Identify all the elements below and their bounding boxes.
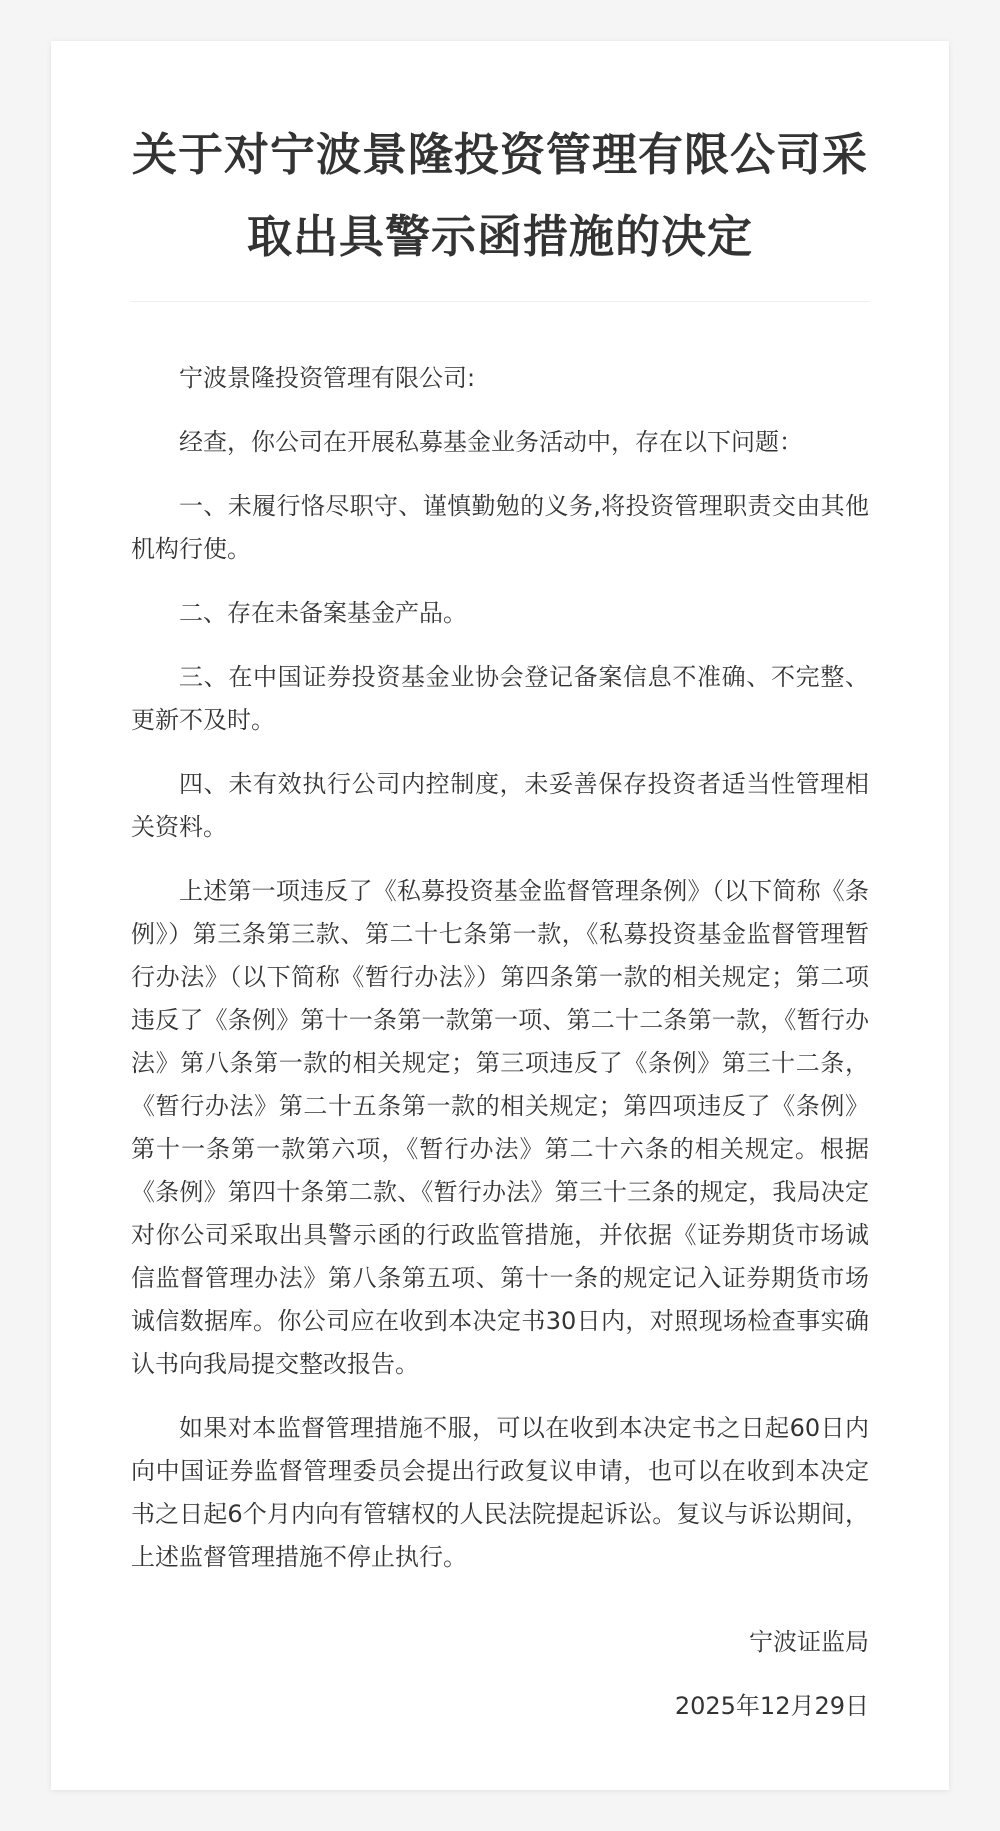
finding-2-paragraph: 二、存在未备案基金产品。 — [179, 599, 467, 627]
finding-4-paragraph: 四、未有效执行公司内控制度，未妥善保存投资者适当性管理相关资料。 — [131, 770, 869, 841]
addressee-paragraph: 宁波景隆投资管理有限公司: — [179, 364, 476, 392]
title-divider — [131, 301, 869, 302]
findings-intro-paragraph: 经查，你公司在开展私募基金业务活动中，存在以下问题： — [179, 428, 803, 456]
finding-1-paragraph: 一、未履行恪尽职守、谨慎勤勉的义务,将投资管理职责交由其他机构行使。 — [131, 492, 869, 563]
document-body — [131, 357, 869, 1728]
issue-date: 2025年12月29日 — [674, 1692, 869, 1720]
appeal-paragraph: 如果对本监督管理措施不服，可以在收到本决定书之日起60日内向中国证券监督管理委员会提出行政复议申请，也可以在收到本决定书之日起6个月内向有管辖权的人民法院提起诉讼。复议与诉讼期间，上述监督管理措施不停止执行。 — [131, 1414, 869, 1571]
document-title: 关于对宁波景隆投资管理有限公司采取出具警示函措施的决定 — [131, 128, 868, 263]
issuer-signature: 宁波证监局 — [749, 1628, 869, 1656]
finding-3-paragraph: 三、在中国证券投资基金业协会登记备案信息不准确、不完整、更新不及时。 — [131, 663, 869, 734]
document-card — [51, 41, 949, 1790]
decision-paragraph: 上述第一项违反了《私募投资基金监督管理条例》（以下简称《条例》）第三条第三款、第二十七条第一款，《私募投资基金监督管理暂行办法》（以下简称《暂行办法》）第四条第一款的相关规定；第二项违反了《条例》第十一条第一款第一项、第二十二条第一款，《暂行办法》第八条第一款的相关规定；第三项违反了《条例》第三十二条，《暂行办法》第二十五条第一款的相关规定；第四项违反了《条例》第十一条第一款第六项，《暂行办法》第二十六条的相关规定。根据《条例》第四十条第二款、《暂行办法》第三十三条的规定，我局决定对你公司采取出具警示函的行政监管措施，并依据《证券期货市场诚信监督管理办法》第八条第五项、第十一条的规定记入证券期货市场诚信数据库。你公司应在收到本决定书30日内，对照现场检查事实确认书向我局提交整改报告。 — [131, 877, 869, 1378]
